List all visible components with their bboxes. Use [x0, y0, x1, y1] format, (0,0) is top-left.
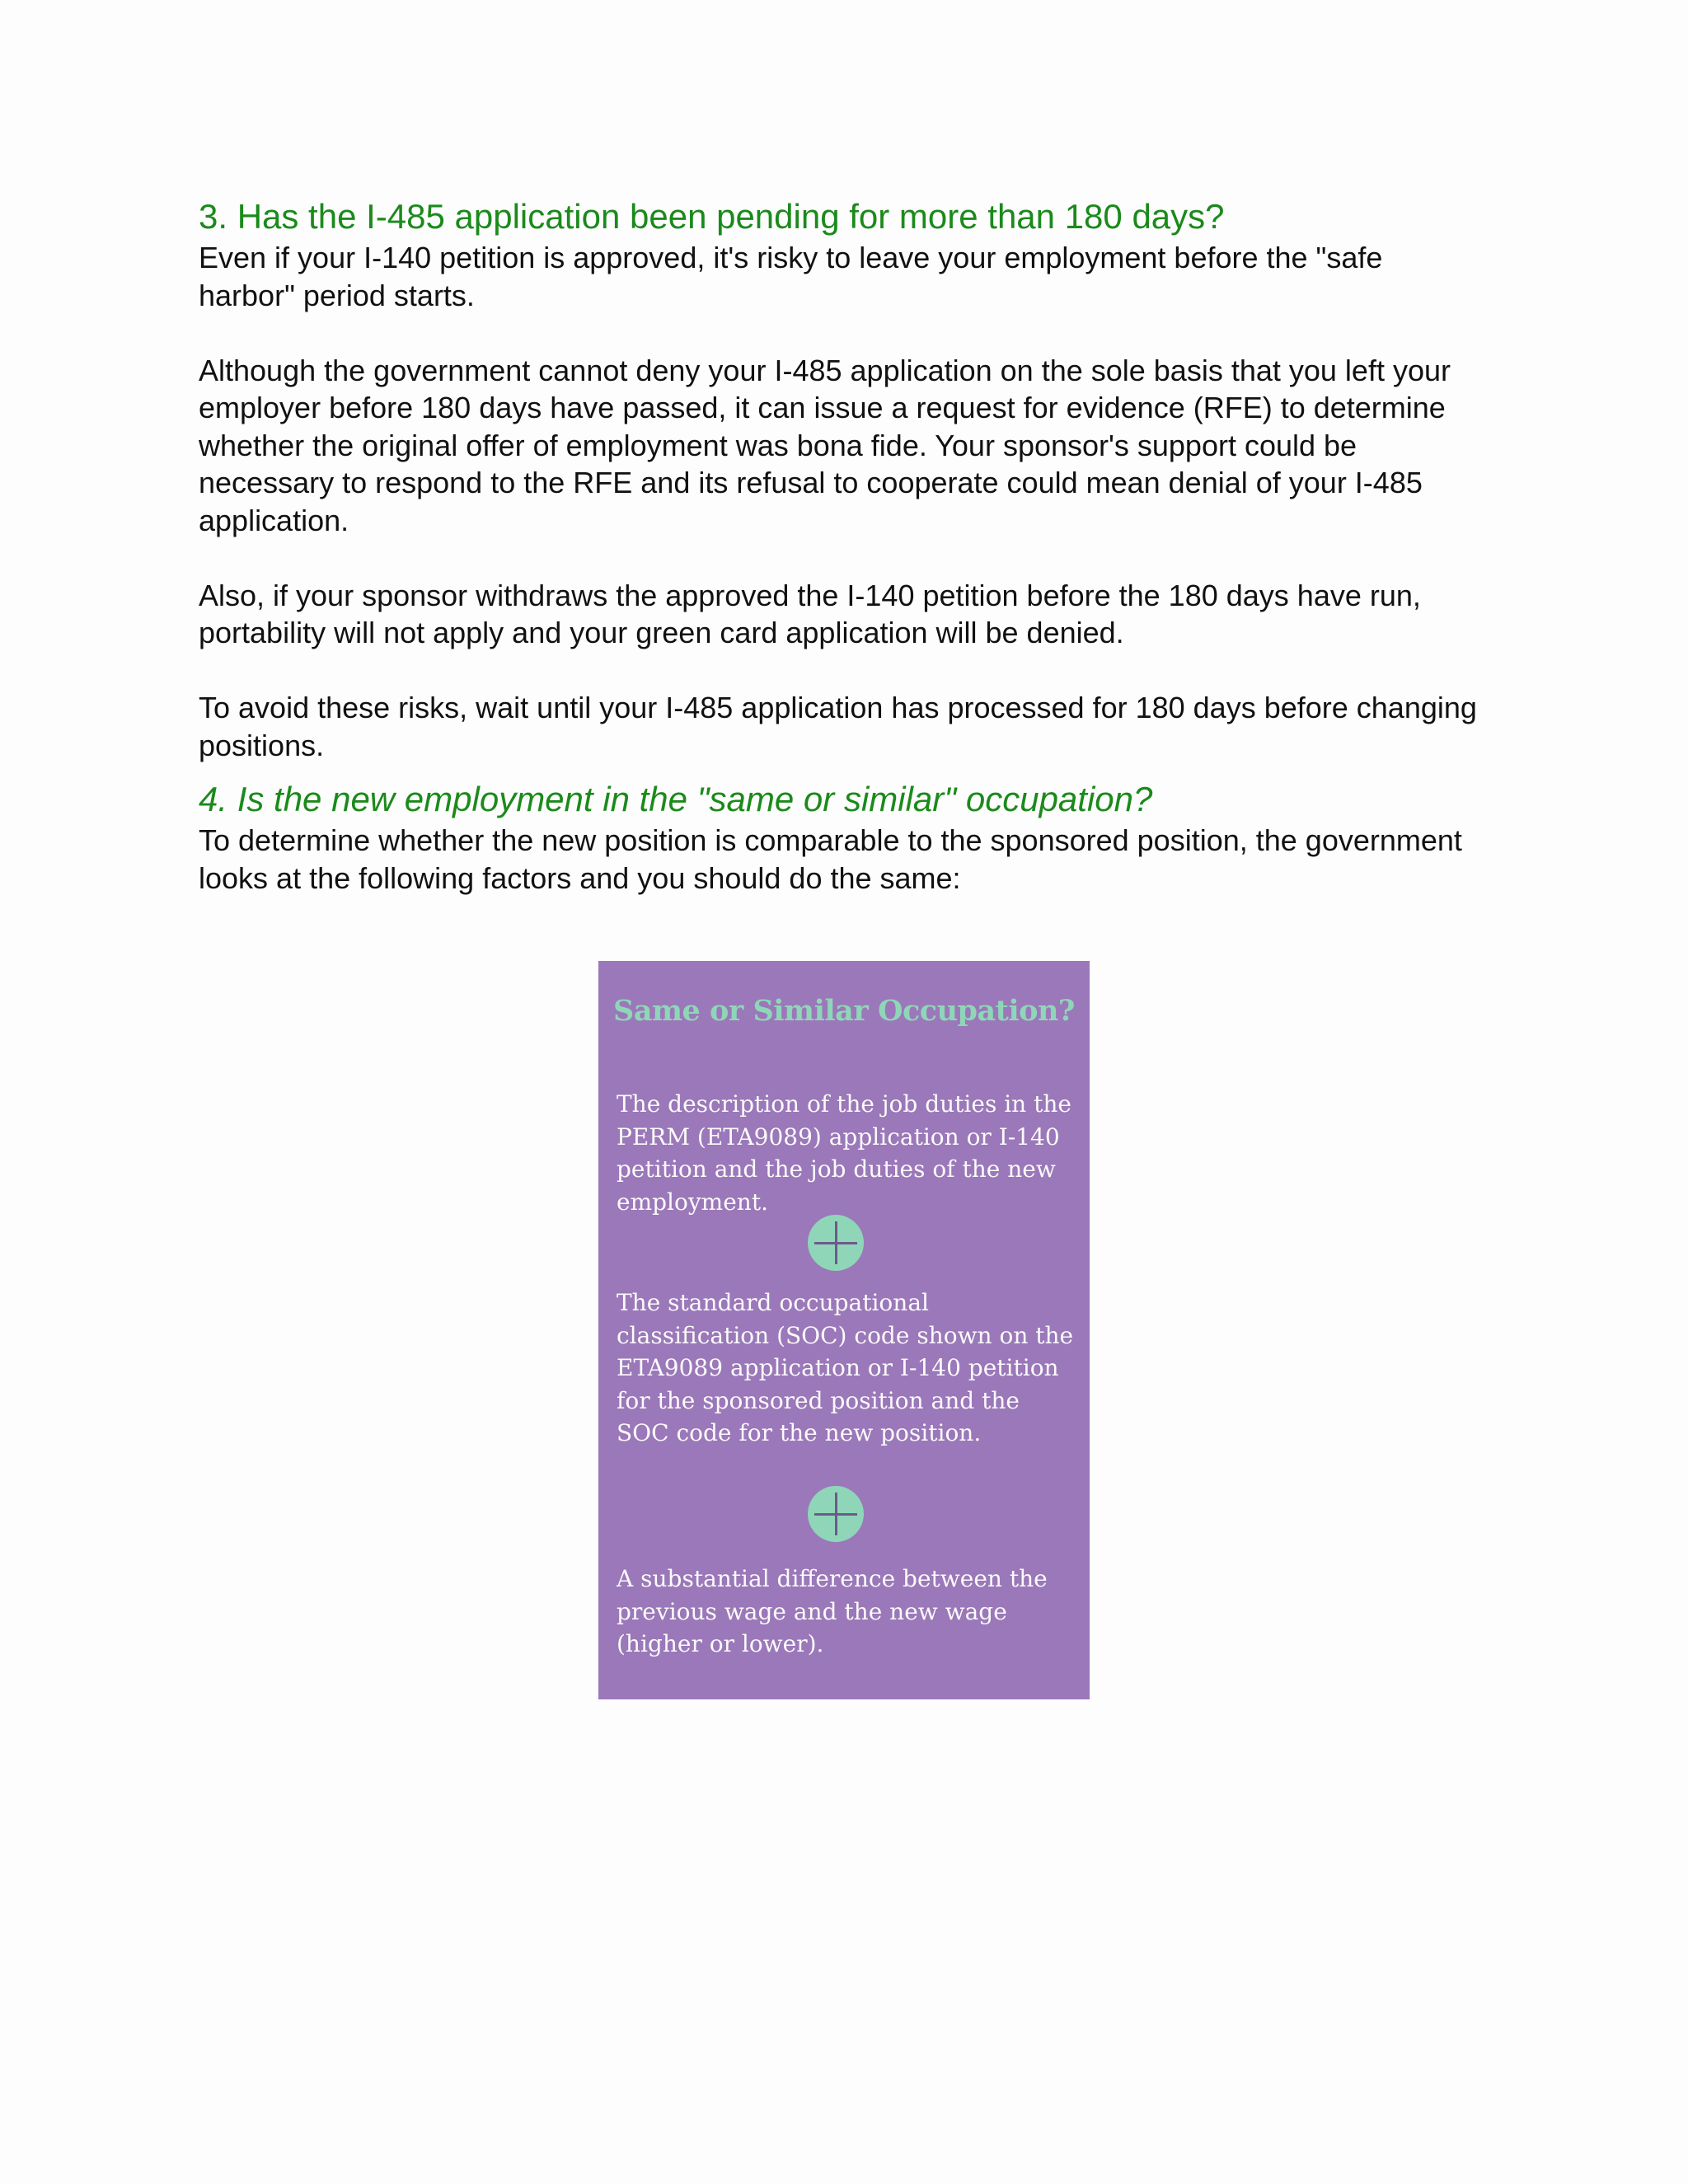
section-3-heading: 3. Has the I-485 application been pending for more than 180 days? — [199, 197, 1225, 236]
same-or-similar-infographic — [598, 961, 1090, 1699]
section-4-paragraph: To determine whether the new position is comparable to the sponsored position, the government looks at the following factors and you should do the same: — [199, 823, 1462, 895]
infographic-item-wage: A substantial difference between the previous wage and the new wage (higher or lower). — [617, 1565, 1048, 1657]
section-4-heading: 4. Is the new employment in the "same or similar" occupation? — [199, 780, 1153, 818]
infographic-title: Same or Similar Occupation? — [613, 994, 1075, 1028]
plus-icon — [808, 1486, 864, 1542]
document-body — [199, 194, 1484, 897]
plus-icon — [808, 1215, 864, 1271]
infographic-item-job-duties: The description of the job duties in the PERM (ETA9089) application or I-140 petition and the job duties of the new employment. — [617, 1090, 1071, 1216]
section-3-paragraph-2: Although the government cannot deny your I-485 application on the sole basis that you left your employer before 180 days have passed, it can issue a request for evidence (RFE) to determine whether the original offer of employment was bona fide. Your sponsor's support could be necessary to respond to the RFE and its refusal to cooperate could mean denial of your I-485 application. — [199, 353, 1451, 537]
section-3-paragraph-3: Also, if your sponsor withdraws the approved the I-140 petition before the 180 days have run, portability will not apply and your green card application will be denied. — [199, 578, 1421, 649]
infographic-item-soc-code: The standard occupational classification (SOC) code shown on the ETA9089 application or I-140 petition for the sponsored position and the SOC code for the new position. — [617, 1289, 1074, 1446]
section-3-paragraph-1: Even if your I-140 petition is approved, it's risky to leave your employment before the "safe harbor" period starts. — [199, 241, 1383, 312]
section-3-paragraph-4: To avoid these risks, wait until your I-485 application has processed for 180 days before changing positions. — [199, 691, 1477, 762]
